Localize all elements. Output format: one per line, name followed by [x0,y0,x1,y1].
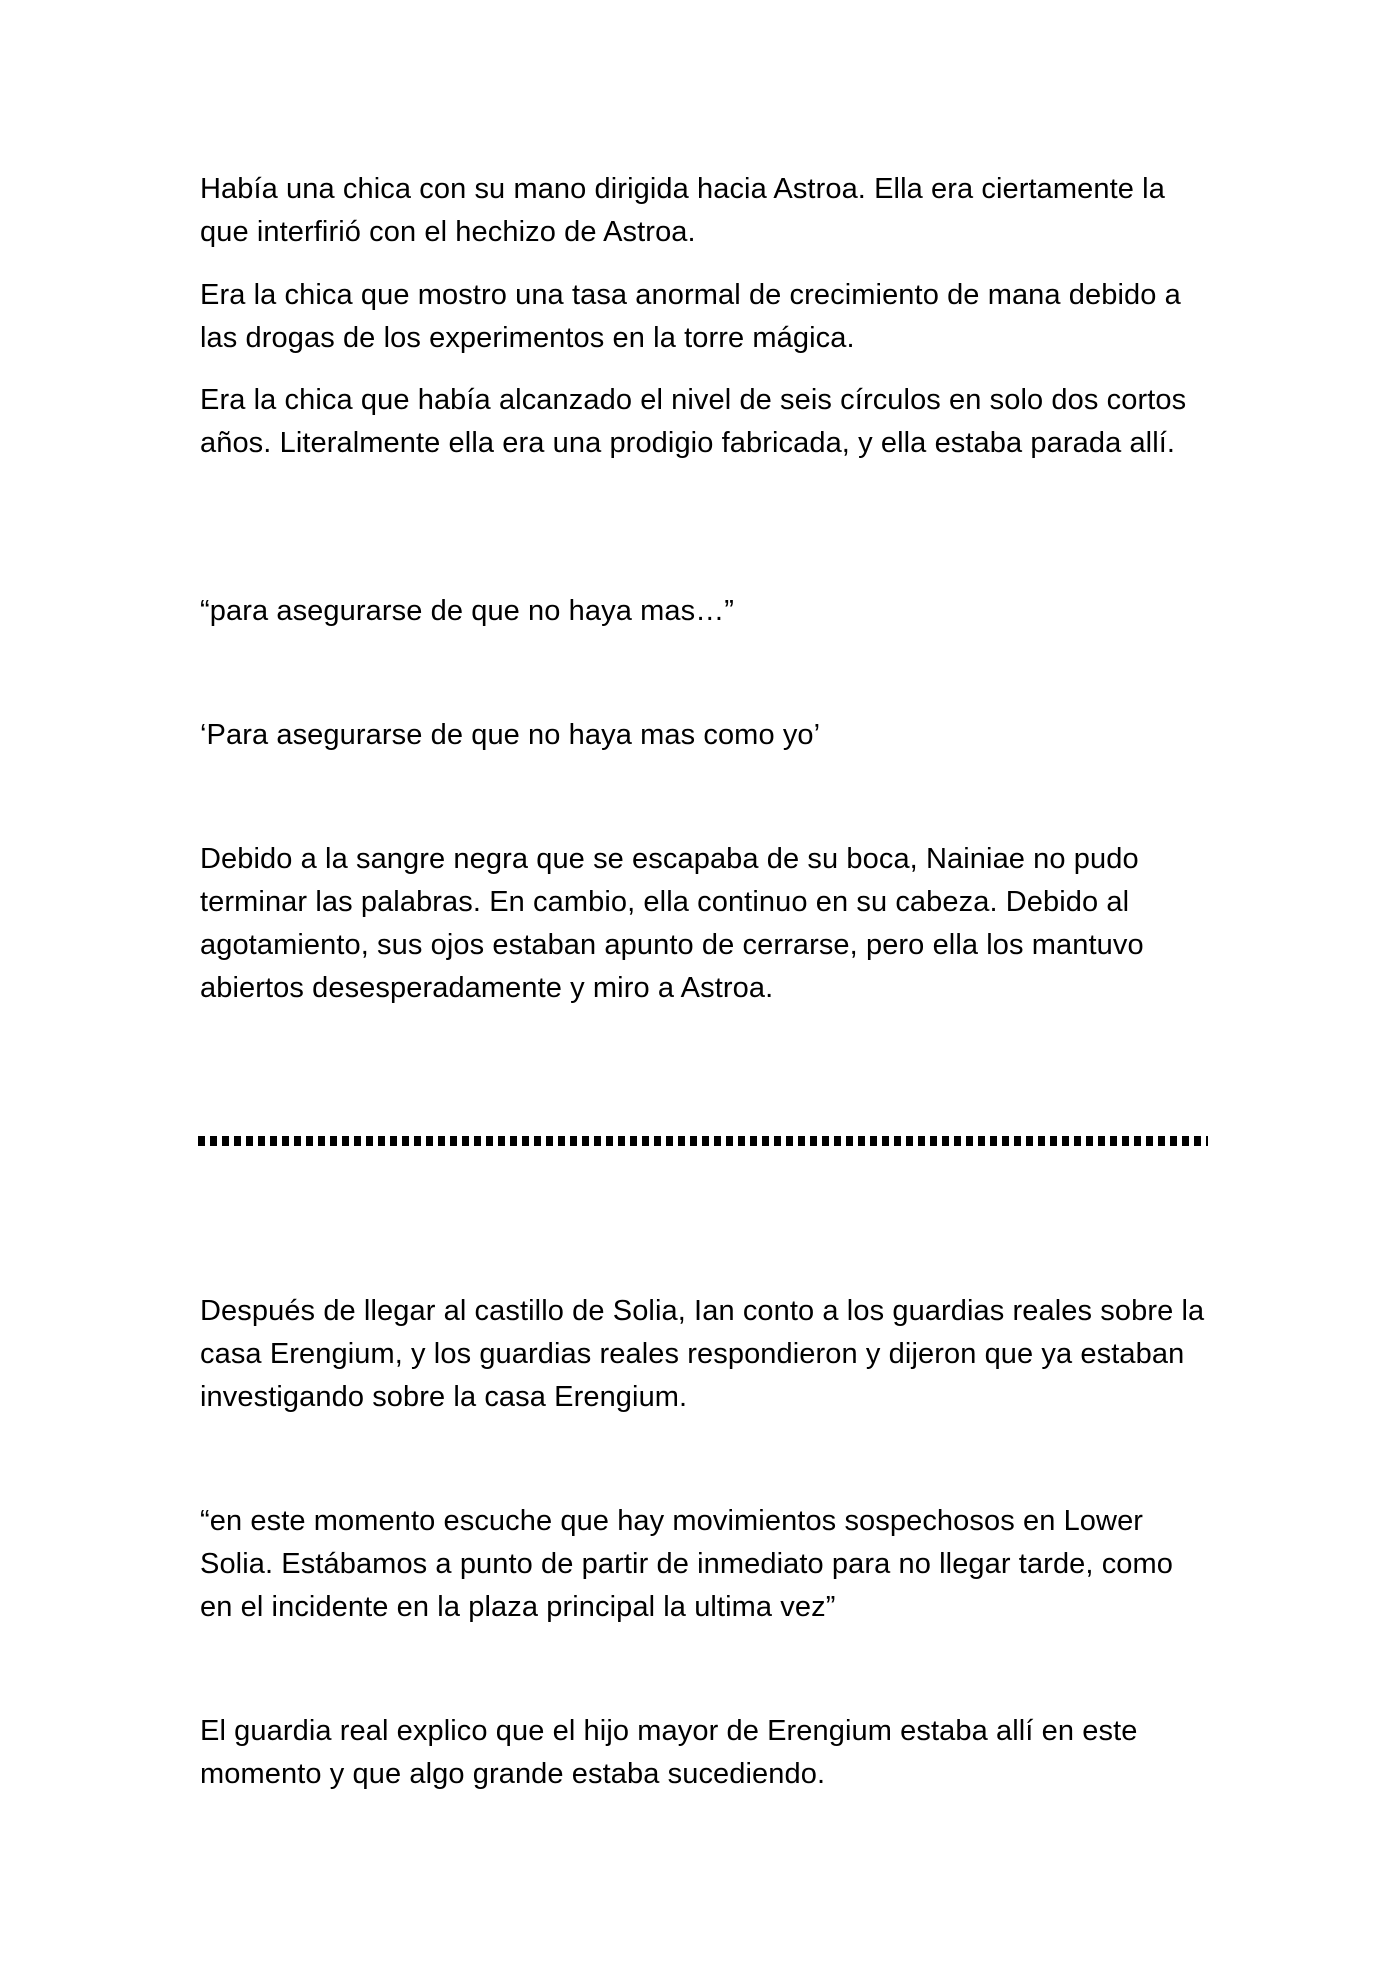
paragraph-8: “en este momento escuche que hay movimientos sospechosos en Lower Solia. Estábamos a punto de partir de inmediato para no llegar tarde, como en el incidente en la plaza principal la ultima vez” [200,1505,1174,1623]
paragraph-4: “para asegurarse de que no haya mas…” [200,595,735,627]
paragraph-5: ‘Para asegurarse de que no haya mas como yo’ [200,719,821,751]
paragraph-3: Era la chica que había alcanzado el nivel de seis círculos en solo dos cortos años. Literalmente ella era una prodigio fabricada, y ella estaba parada allí. [200,384,1187,459]
section-divider [198,1136,1208,1146]
paragraph-9: El guardia real explico que el hijo mayor de Erengium estaba allí en este momento y que algo grande estaba sucediendo. [200,1715,1138,1790]
paragraph-6: Debido a la sangre negra que se escapaba de su boca, Nainiae no pudo terminar las palabras. En cambio, ella continuo en su cabeza. Debido al agotamiento, sus ojos estaban apunto de cerrarse, pero ella los mantuvo abiertos desesperadamente y miro a Astroa. [200,843,1144,1004]
paragraph-7: Después de llegar al castillo de Solia, Ian conto a los guardias reales sobre la casa Erengium, y los guardias reales respondieron y dijeron que ya estaban investigando sobre la casa Erengium. [200,1295,1205,1413]
paragraph-1: Había una chica con su mano dirigida hacia Astroa. Ella era ciertamente la que interfirió con el hechizo de Astroa. [200,173,1165,248]
paragraph-2: Era la chica que mostro una tasa anormal de crecimiento de mana debido a las drogas de los experimentos en la torre mágica. [200,279,1181,354]
